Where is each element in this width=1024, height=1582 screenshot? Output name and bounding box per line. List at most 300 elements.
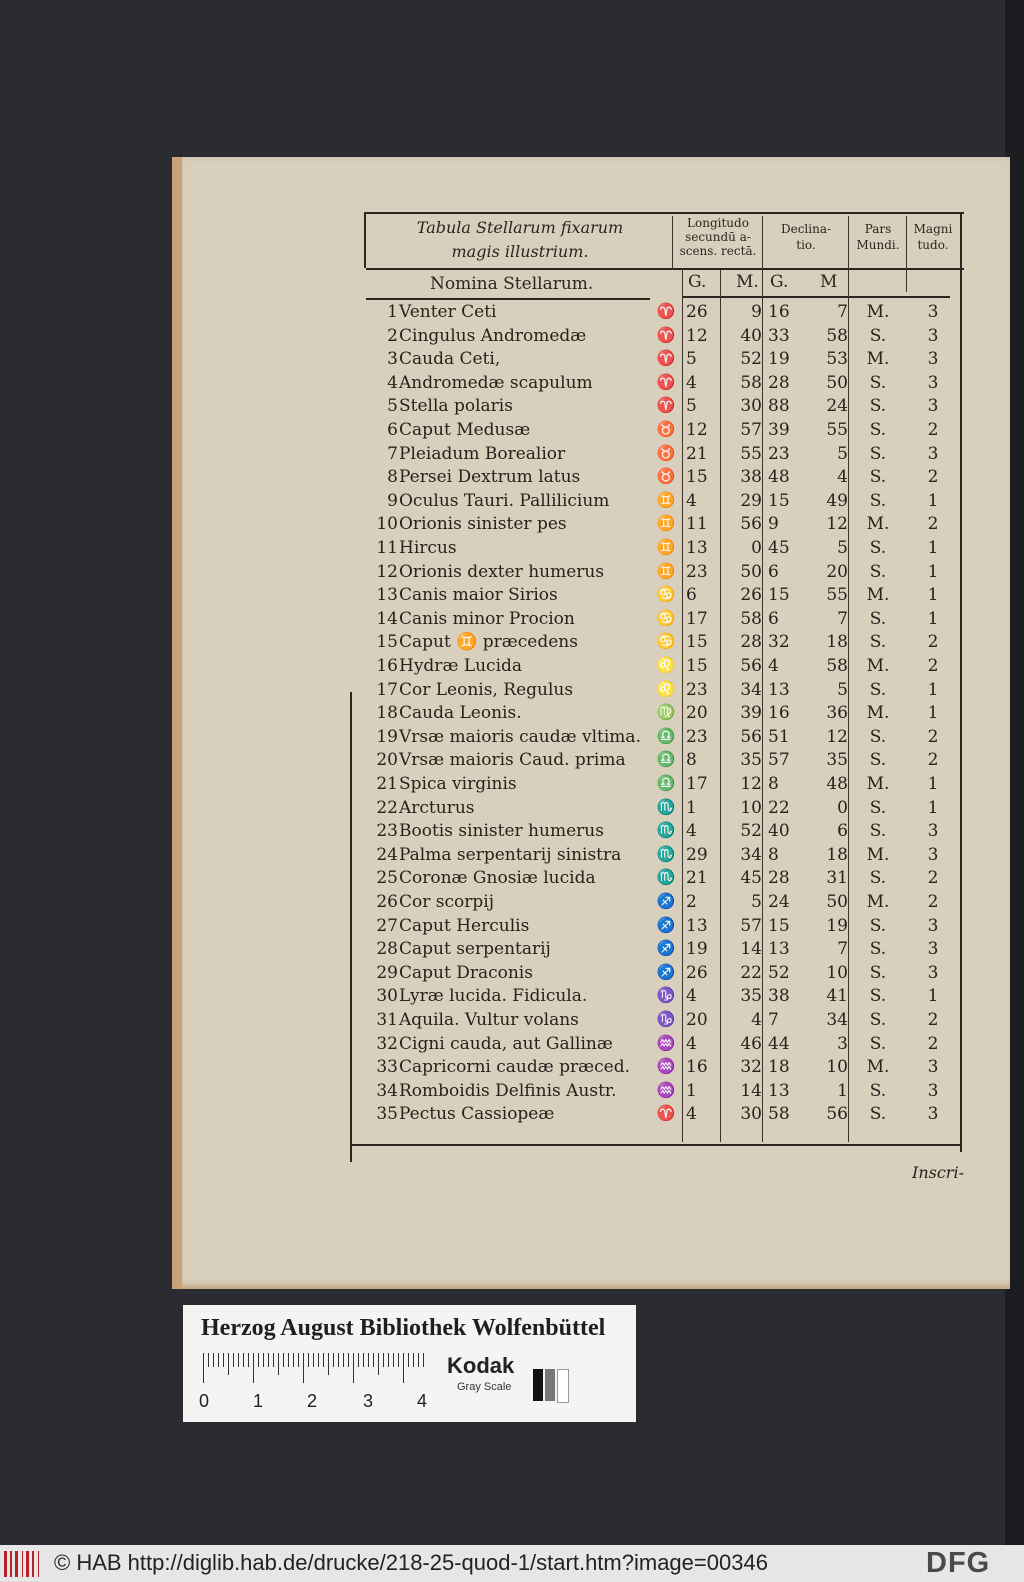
- declination-minutes: 12: [826, 726, 848, 747]
- star-name: Caput serpentarij: [399, 939, 551, 960]
- pars-mundi: S.: [869, 962, 887, 983]
- table-row: [350, 916, 970, 939]
- table-row: [350, 1104, 970, 1127]
- kodak-logo: Kodak: [447, 1353, 515, 1378]
- ruler-tick: [423, 1353, 424, 1367]
- longitude-minutes: 45: [740, 868, 762, 889]
- row-number: 34: [376, 1080, 398, 1101]
- pars-mundi: M.: [866, 302, 890, 322]
- zodiac-sign: ♎: [656, 750, 676, 769]
- magnitude: 3: [927, 349, 939, 370]
- subheader-rule: [366, 298, 650, 300]
- zodiac-sign: ♈: [656, 302, 676, 320]
- ruler-tick: [283, 1353, 284, 1367]
- barcode-bar: [22, 1551, 23, 1577]
- ruler-tick: [263, 1353, 264, 1367]
- declination-minutes: 7: [837, 608, 848, 629]
- longitude-minutes: 52: [740, 349, 762, 370]
- row-number: 28: [376, 939, 398, 960]
- pars-mundi: S.: [869, 821, 887, 842]
- star-name: Caput ♊ præcedens: [399, 632, 578, 653]
- pars-mundi: S.: [869, 490, 887, 511]
- declination-minutes: 58: [826, 656, 848, 676]
- table-row: [350, 491, 970, 514]
- declination-degrees: 19: [768, 349, 790, 370]
- declination-degrees: 15: [768, 490, 790, 511]
- declination-minutes: 20: [826, 561, 848, 582]
- table-row: [350, 302, 970, 325]
- pars-mundi: M.: [866, 892, 890, 912]
- longitude-head-3: scens. rectā.: [679, 244, 757, 258]
- magnitude: 1: [927, 490, 939, 511]
- declination-minutes: 5: [837, 679, 848, 700]
- ruler-tick: [338, 1353, 339, 1367]
- longitude-head-2: secundū a-: [685, 230, 751, 244]
- magnitude: 2: [927, 868, 939, 889]
- barcode-bar: [26, 1551, 29, 1577]
- magnitude: 3: [927, 302, 939, 322]
- star-name: Lyræ lucida. Fidicula.: [399, 986, 588, 1007]
- pars-mundi: M.: [866, 774, 890, 794]
- longitude-minutes: 14: [740, 1080, 762, 1101]
- ruler-scale: [203, 1353, 428, 1383]
- pars-mundi: S.: [869, 443, 887, 464]
- magni-head-1: Magni: [913, 222, 953, 236]
- table-row: [350, 585, 970, 608]
- declination-degrees: 45: [768, 538, 790, 558]
- magnitude: 2: [927, 1033, 939, 1054]
- lon-deg-head: G.: [688, 272, 707, 292]
- pars-mundi: S.: [869, 538, 887, 558]
- magnitude: 2: [927, 892, 939, 912]
- row-number: 13: [376, 585, 398, 606]
- declination-head-2: tio.: [796, 238, 816, 252]
- declination-degrees: 8: [768, 774, 779, 794]
- zodiac-sign: ♐: [656, 915, 676, 934]
- ruler-tick: [233, 1353, 234, 1367]
- declination-minutes: 50: [826, 372, 848, 393]
- longitude-minutes: 55: [740, 443, 762, 464]
- table-row: [350, 632, 970, 655]
- star-name: Orionis sinister pes: [399, 514, 567, 535]
- declination-degrees: 16: [768, 703, 790, 724]
- declination-minutes: 4: [837, 467, 848, 488]
- star-name: Hircus: [399, 538, 457, 558]
- longitude-degrees: 23: [686, 726, 708, 747]
- footer-link[interactable]: © HAB http://diglib.hab.de/drucke/218-25-quod-1/start.htm?image=00346: [54, 1550, 768, 1575]
- table-row: [350, 680, 970, 703]
- col-divider-pars: [906, 216, 907, 292]
- row-number: 30: [376, 986, 398, 1007]
- star-name: Canis minor Procion: [399, 608, 575, 629]
- longitude-degrees: 8: [686, 750, 697, 771]
- table-row: [350, 562, 970, 585]
- longitude-degrees: 20: [686, 1010, 708, 1030]
- ruler-tick: [293, 1353, 294, 1367]
- pars-mundi: M.: [866, 844, 890, 865]
- catchword: Inscri-: [912, 1163, 964, 1182]
- zodiac-sign: ♐: [656, 962, 676, 981]
- table-row: [350, 750, 970, 773]
- star-name: Venter Ceti: [399, 302, 497, 322]
- table-row: [350, 349, 970, 372]
- table-row: [350, 963, 970, 986]
- pars-mundi: M.: [866, 514, 890, 535]
- zodiac-sign: ♈: [656, 1104, 676, 1123]
- table-row: [350, 326, 970, 349]
- row-number: 7: [387, 443, 398, 464]
- longitude-minutes: 58: [740, 372, 762, 393]
- declination-degrees: 8: [768, 844, 779, 865]
- longitude-minutes: 58: [740, 608, 762, 629]
- zodiac-sign: ♎: [656, 726, 676, 745]
- longitude-degrees: 17: [686, 774, 708, 794]
- table-row: [350, 1034, 970, 1057]
- zodiac-sign: ♋: [656, 585, 676, 604]
- row-number: 2: [387, 325, 398, 346]
- longitude-minutes: 0: [751, 538, 762, 558]
- magnitude: 2: [927, 726, 939, 747]
- row-number: 9: [387, 490, 398, 511]
- pars-mundi: M.: [866, 656, 890, 676]
- star-name: Bootis sinister humerus: [399, 821, 604, 842]
- star-name: Caput Herculis: [399, 915, 530, 936]
- star-name: Cor Leonis, Regulus: [399, 679, 574, 700]
- magnitude: 3: [927, 915, 939, 936]
- row-number: 18: [376, 703, 398, 724]
- star-name: Caput Medusæ: [399, 420, 531, 440]
- longitude-degrees: 11: [686, 514, 708, 535]
- pars-head-2: Mundi.: [856, 238, 900, 252]
- longitude-degrees: 12: [686, 420, 708, 440]
- declination-degrees: 6: [768, 608, 779, 629]
- declination-degrees: 23: [768, 443, 790, 464]
- table-row: [350, 774, 970, 797]
- star-name: Spica virginis: [399, 774, 517, 794]
- row-number: 19: [376, 726, 398, 747]
- declination-minutes: 48: [826, 774, 848, 794]
- longitude-degrees: 13: [686, 915, 708, 936]
- ruler-tick: [213, 1353, 214, 1367]
- ruler-tick: [418, 1353, 419, 1367]
- ruler-tick: [343, 1353, 344, 1367]
- zodiac-sign: ♈: [656, 396, 676, 415]
- pars-mundi: S.: [869, 939, 887, 960]
- declination-degrees: 33: [768, 325, 790, 346]
- declination-minutes: 24: [826, 396, 848, 417]
- pars-mundi: S.: [869, 632, 887, 653]
- zodiac-sign: ♐: [656, 892, 676, 910]
- table-row: [350, 514, 970, 537]
- star-name: Palma serpentarij sinistra: [399, 844, 622, 865]
- declination-degrees: 16: [768, 302, 790, 322]
- declination-degrees: 13: [768, 1080, 790, 1101]
- table-row: [350, 609, 970, 632]
- row-number: 33: [376, 1057, 398, 1078]
- pars-mundi: S.: [869, 420, 887, 440]
- library-color-card: [183, 1305, 636, 1422]
- magnitude: 1: [927, 703, 939, 724]
- longitude-minutes: 35: [740, 986, 762, 1007]
- star-name: Capricorni caudæ præced.: [399, 1057, 630, 1078]
- barcode-bar: [4, 1551, 7, 1577]
- declination-degrees: 39: [768, 420, 790, 440]
- footer-bar: [0, 1545, 1024, 1582]
- declination-degrees: 51: [768, 726, 790, 747]
- magnitude: 3: [927, 325, 939, 346]
- star-name: Cauda Leonis.: [399, 703, 522, 724]
- pars-mundi: S.: [869, 1033, 887, 1054]
- ruler-tick: [383, 1353, 384, 1367]
- pars-mundi: S.: [869, 467, 887, 488]
- table-row: [350, 373, 970, 396]
- longitude-minutes: 9: [751, 302, 762, 322]
- barcode-icon: [4, 1551, 46, 1577]
- ruler-tick: [273, 1353, 274, 1367]
- row-number: 31: [376, 1010, 398, 1030]
- magnitude: 1: [927, 679, 939, 700]
- row-number: 1: [387, 302, 398, 322]
- declination-degrees: 48: [768, 467, 790, 488]
- declination-minutes: 12: [826, 514, 848, 535]
- longitude-minutes: 35: [740, 750, 762, 771]
- row-number: 21: [376, 774, 398, 794]
- longitude-degrees: 23: [686, 561, 708, 582]
- pars-mundi: S.: [869, 1080, 887, 1101]
- table-bottom-rule: [350, 1144, 962, 1146]
- star-name: Cor scorpij: [399, 892, 494, 912]
- row-number: 24: [376, 844, 398, 865]
- declination-minutes: 7: [837, 939, 848, 960]
- longitude-minutes: 30: [740, 396, 762, 417]
- declination-degrees: 44: [768, 1033, 790, 1054]
- declination-minutes: 10: [826, 1057, 848, 1078]
- longitude-minutes: 30: [740, 1104, 762, 1125]
- longitude-degrees: 6: [686, 585, 697, 606]
- ruler-tick: [238, 1353, 239, 1367]
- magnitude: 2: [927, 514, 939, 535]
- declination-minutes: 49: [826, 490, 848, 511]
- ruler-label-2: 2: [307, 1391, 318, 1411]
- longitude-minutes: 57: [740, 915, 762, 936]
- magnitude: 2: [927, 656, 939, 676]
- declination-minutes: 41: [826, 986, 848, 1007]
- star-name: Pleiadum Borealior: [399, 443, 566, 464]
- ruler-label-4: 4: [417, 1391, 428, 1411]
- table-row: [350, 798, 970, 821]
- magnitude: 3: [927, 821, 939, 842]
- star-name: Orionis dexter humerus: [399, 561, 605, 582]
- longitude-head-1: Longitudo: [687, 216, 749, 230]
- longitude-minutes: 32: [740, 1057, 762, 1078]
- zodiac-sign: ♉: [656, 420, 676, 438]
- row-number: 5: [387, 396, 398, 417]
- longitude-minutes: 56: [740, 656, 762, 676]
- row-number: 29: [376, 962, 398, 983]
- pars-mundi: S.: [869, 1010, 887, 1030]
- longitude-degrees: 16: [686, 1057, 708, 1078]
- declination-degrees: 58: [768, 1104, 790, 1125]
- zodiac-sign: ♒: [656, 1033, 676, 1052]
- ruler-tick: [378, 1353, 379, 1375]
- zodiac-sign: ♊: [656, 514, 676, 533]
- row-number: 26: [376, 892, 398, 912]
- magnitude: 2: [927, 1010, 939, 1030]
- declination-degrees: 15: [768, 915, 790, 936]
- ruler-tick: [258, 1353, 259, 1367]
- row-number: 10: [376, 514, 398, 535]
- pars-mundi: S.: [869, 372, 887, 393]
- declination-minutes: 56: [826, 1104, 848, 1125]
- declination-degrees: 38: [768, 986, 790, 1007]
- zodiac-sign: ♏: [656, 821, 676, 840]
- ruler-tick: [373, 1353, 374, 1367]
- pars-mundi: S.: [869, 325, 887, 346]
- ruler-tick: [248, 1353, 249, 1367]
- declination-minutes: 35: [826, 750, 848, 771]
- magnitude: 3: [927, 962, 939, 983]
- zodiac-sign: ♏: [656, 797, 676, 816]
- zodiac-sign: ♋: [656, 632, 676, 651]
- ruler-tick: [203, 1353, 204, 1383]
- pars-mundi: S.: [869, 868, 887, 889]
- longitude-minutes: 26: [740, 585, 762, 606]
- ruler-tick: [323, 1353, 324, 1367]
- magnitude: 1: [927, 986, 939, 1007]
- dfg-logo: DFG: [926, 1547, 991, 1579]
- zodiac-sign: ♎: [656, 774, 676, 792]
- longitude-degrees: 5: [686, 396, 697, 417]
- row-number: 15: [376, 632, 398, 653]
- ruler-tick: [288, 1353, 289, 1367]
- magnitude: 1: [927, 608, 939, 629]
- ruler-tick: [328, 1353, 329, 1375]
- ruler-tick: [363, 1353, 364, 1367]
- ruler-tick: [318, 1353, 319, 1367]
- longitude-minutes: 56: [740, 726, 762, 747]
- row-number: 11: [376, 538, 398, 558]
- subheader-rule-right: [682, 296, 950, 298]
- names-column-head: Nomina Stellarum.: [430, 274, 594, 294]
- ruler-tick: [243, 1353, 244, 1367]
- row-number: 35: [376, 1104, 398, 1125]
- magnitude: 1: [927, 797, 939, 818]
- barcode-bar: [10, 1551, 12, 1577]
- pars-mundi: M.: [866, 703, 890, 724]
- declination-minutes: 18: [826, 632, 848, 653]
- star-name: Stella polaris: [399, 396, 513, 417]
- ruler-tick: [393, 1353, 394, 1367]
- longitude-degrees: 4: [686, 821, 697, 842]
- declination-degrees: 22: [768, 797, 790, 818]
- table-row: [350, 892, 970, 915]
- row-number: 16: [376, 656, 398, 676]
- pars-mundi: S.: [869, 797, 887, 818]
- magnitude: 2: [927, 632, 939, 653]
- longitude-degrees: 26: [686, 962, 708, 983]
- magnitude: 3: [927, 443, 939, 464]
- star-name: Vrsæ maioris Caud. prima: [399, 750, 626, 771]
- row-number: 4: [387, 372, 398, 393]
- declination-minutes: 58: [826, 325, 848, 346]
- row-number: 3: [387, 349, 398, 370]
- header-rule: [366, 268, 964, 270]
- declination-minutes: 36: [826, 703, 848, 724]
- longitude-degrees: 17: [686, 608, 708, 629]
- row-number: 14: [376, 608, 398, 629]
- zodiac-sign: ♏: [656, 868, 676, 887]
- declination-minutes: 50: [826, 892, 848, 912]
- barcode-bar: [15, 1551, 18, 1577]
- ruler-tick: [298, 1353, 299, 1367]
- star-name: Persei Dextrum latus: [399, 467, 581, 488]
- table-top-rule: [366, 212, 964, 214]
- star-name: Aquila. Vultur volans: [399, 1010, 579, 1030]
- magnitude: 1: [927, 538, 939, 558]
- row-number: 12: [376, 561, 398, 582]
- table-row: [350, 845, 970, 868]
- longitude-minutes: 5: [751, 892, 762, 912]
- longitude-degrees: 2: [686, 892, 697, 912]
- magnitude: 3: [927, 844, 939, 865]
- star-name: Coronæ Gnosiæ lucida: [399, 868, 596, 889]
- barcode-bar: [32, 1551, 34, 1577]
- table-row: [350, 821, 970, 844]
- longitude-minutes: 52: [740, 821, 762, 842]
- pars-mundi: S.: [869, 396, 887, 417]
- table-row: [350, 538, 970, 561]
- table-row: [350, 1057, 970, 1080]
- declination-degrees: 24: [768, 892, 790, 912]
- longitude-degrees: 1: [686, 1080, 697, 1101]
- ruler-tick: [413, 1353, 414, 1367]
- ruler-tick: [408, 1353, 409, 1367]
- ruler-tick: [368, 1353, 369, 1367]
- declination-minutes: 6: [837, 821, 848, 842]
- pars-head-1: Pars: [864, 222, 892, 236]
- zodiac-sign: ♊: [656, 538, 676, 556]
- table-title-line1: Tabula Stellarum fixarum: [416, 218, 624, 237]
- longitude-degrees: 15: [686, 656, 708, 676]
- zodiac-sign: ♊: [656, 490, 676, 509]
- zodiac-sign: ♐: [656, 939, 676, 958]
- barcode-bar: [38, 1551, 39, 1577]
- longitude-minutes: 57: [740, 420, 762, 440]
- longitude-degrees: 26: [686, 302, 708, 322]
- pars-mundi: S.: [869, 1104, 887, 1125]
- ruler-tick: [208, 1353, 209, 1367]
- declination-minutes: 1: [837, 1080, 848, 1101]
- declination-degrees: 4: [768, 656, 779, 676]
- pars-mundi: S.: [869, 750, 887, 771]
- table-row: [350, 868, 970, 891]
- longitude-minutes: 38: [740, 467, 762, 488]
- pars-mundi: M.: [866, 1057, 890, 1078]
- table-row: [350, 1081, 970, 1104]
- row-number: 27: [376, 915, 398, 936]
- longitude-degrees: 21: [686, 868, 708, 889]
- longitude-degrees: 15: [686, 467, 708, 488]
- row-number: 6: [387, 420, 398, 440]
- zodiac-sign: ♈: [656, 325, 676, 344]
- table-row: [350, 703, 970, 726]
- ruler-tick: [223, 1353, 224, 1367]
- star-name: Cingulus Andromedæ: [399, 325, 587, 346]
- zodiac-sign: ♑: [656, 986, 676, 1005]
- longitude-degrees: 12: [686, 325, 708, 346]
- swatch-black: [533, 1369, 543, 1401]
- declination-head-1: Declina-: [780, 222, 832, 236]
